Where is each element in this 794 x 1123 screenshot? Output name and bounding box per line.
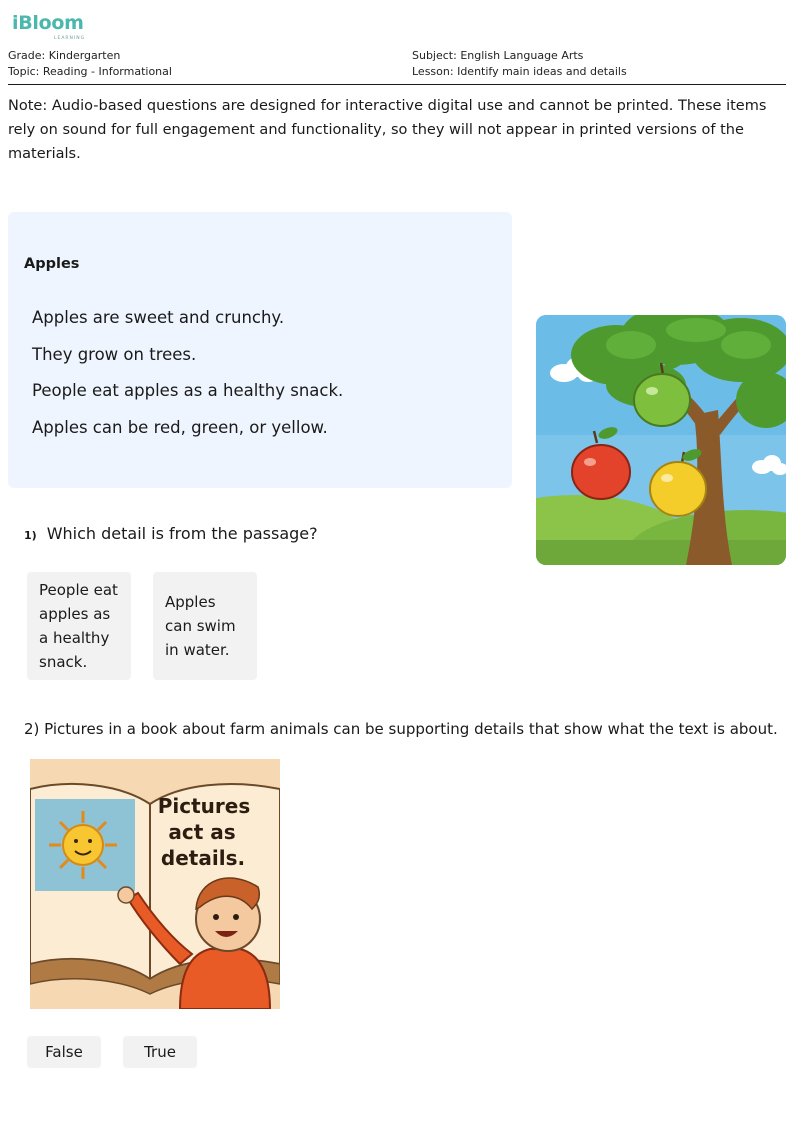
question-1 <box>24 524 318 543</box>
logo-text: iBloom <box>12 12 84 34</box>
ibloom-logo <box>12 12 92 44</box>
book-text-line: details. <box>160 846 246 870</box>
option-line: apples as <box>39 605 111 623</box>
subject-label: Subject: English Language Arts <box>412 49 584 62</box>
question-1-text: Which detail is from the passage? <box>46 524 318 543</box>
apple-tree-svg <box>536 315 786 565</box>
true-button[interactable]: True <box>123 1036 197 1068</box>
answer-option-1[interactable] <box>27 572 131 680</box>
passage-text <box>32 300 343 447</box>
header-right <box>412 48 627 80</box>
topic-label: Topic: Reading - Informational <box>8 65 172 78</box>
passage-line: People eat apples as a healthy snack. <box>32 381 344 401</box>
logo-tagline: LEARNING <box>54 36 86 41</box>
header-divider <box>8 84 786 85</box>
grade-label: Grade: Kindergarten <box>8 49 121 62</box>
question-2-text: 2) Pictures in a book about farm animals can be supporting details that show what the text is about. <box>24 720 778 738</box>
header-left <box>8 48 172 80</box>
option-line: People eat <box>39 581 118 599</box>
passage-title: Apples <box>24 256 80 272</box>
passage-line: Apples can be red, green, or yellow. <box>32 418 328 438</box>
book-text-line: act as <box>168 820 236 844</box>
option-line: snack. <box>39 653 88 671</box>
option-line: in water. <box>165 641 230 659</box>
answer-option-2[interactable] <box>153 572 257 680</box>
question-number: 1) <box>24 529 37 542</box>
false-button[interactable]: False <box>27 1036 101 1068</box>
apple-tree-illustration <box>536 315 786 565</box>
option-line: can swim <box>165 617 236 635</box>
passage-box <box>8 212 512 488</box>
lesson-label: Lesson: Identify main ideas and details <box>412 65 627 78</box>
passage-line: Apples are sweet and crunchy. <box>32 308 285 327</box>
audio-note: Note: Audio-based questions are designed for interactive digital use and cannot be printed. These items rely on sound for full engagement and functionality, so they will not appear in printed versions of the materials. <box>8 98 767 162</box>
book-illustration <box>30 759 280 1009</box>
passage-line: They grow on trees. <box>32 344 197 364</box>
book-text-line: Pictures <box>157 794 251 818</box>
option-line: a healthy <box>39 629 110 647</box>
book-svg <box>30 759 280 1009</box>
option-line: Apples <box>165 593 216 611</box>
